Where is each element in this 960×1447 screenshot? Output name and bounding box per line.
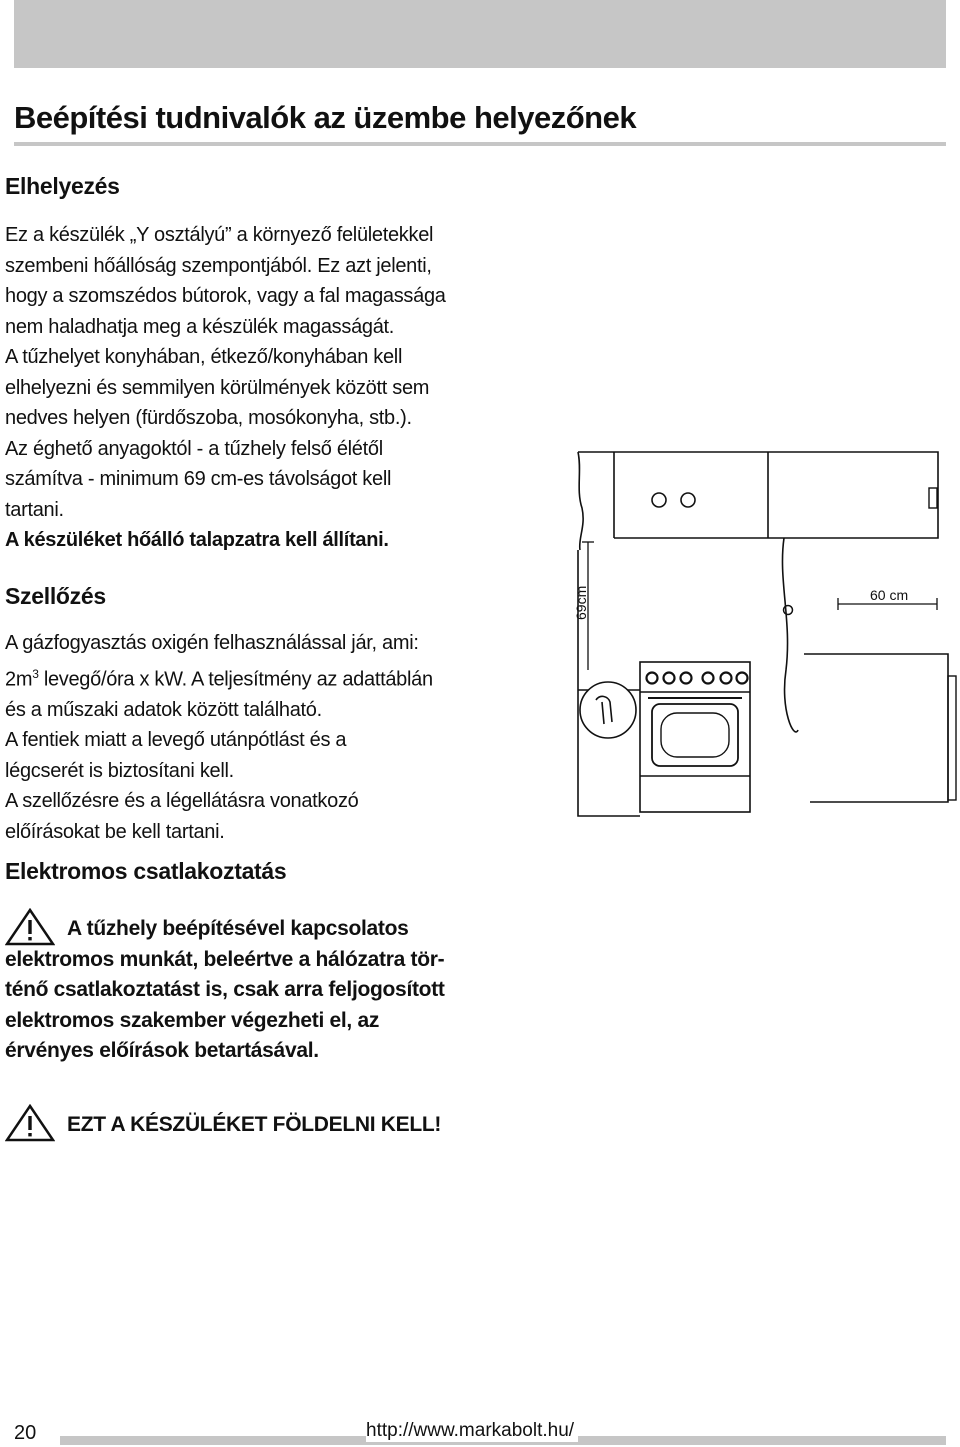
text-line: A tűzhely beépítésével kapcsolatos <box>67 917 409 940</box>
section-heading-ventilation: Szellőzés <box>5 583 106 609</box>
text-line: hogy a szomszédos bútorok, vagy a fal magassága <box>5 285 446 307</box>
text-line: érvényes előírások betartásával. <box>5 1039 319 1062</box>
electrical-warning-text <box>5 914 445 1067</box>
text-line: A tűzhelyet konyhában, étkező/konyhában kell <box>5 346 403 368</box>
text-line: nedves helyen (fürdőszoba, mosókonyha, stb.). <box>5 407 412 429</box>
unit-text: 2m <box>5 668 33 691</box>
height-dimension-label: 69cm <box>573 585 589 620</box>
text-line: A fentiek miatt a levegő utánpótlást és a <box>5 729 347 752</box>
text-line: A gázfogyasztás oxigén felhasználással jár, ami: <box>5 632 419 654</box>
placement-paragraph <box>5 220 446 556</box>
grounding-warning-text <box>5 1110 441 1141</box>
text-line: szembeni hőállóság szempontjából. Ez azt jelenti, <box>5 254 432 277</box>
text-line: A szellőzésre és a légellátásra vonatkozó <box>5 790 359 813</box>
width-dimension-label: 60 cm <box>870 587 909 603</box>
text-line: Ez a készülék „Y osztályú” a környező felületekkel <box>5 224 434 246</box>
text-line: előírásokat be kell tartani. <box>5 820 225 843</box>
text-line: számítva - minimum 69 cm-es távolságot kell <box>5 468 392 490</box>
superscript: 3 <box>32 666 39 681</box>
text-line: és a műszaki adatok között található. <box>5 698 322 721</box>
installation-diagram <box>548 440 960 822</box>
title-divider <box>14 142 946 146</box>
text-line: Az éghető anyagoktól - a tűzhely felső élétől <box>5 437 383 460</box>
page-title: Beépítési tudnivalók az üzembe helyezőnek <box>14 100 637 135</box>
header-bar <box>14 0 946 68</box>
heat-resistant-base-note: A készüléket hőálló talapzatra kell állítani. <box>5 529 389 551</box>
text-line: elektromos munkát, beleértve a hálózatra tör- <box>5 947 445 971</box>
text-line <box>5 659 433 695</box>
text-line: elhelyezni és semmilyen körülmények között sem <box>5 376 430 399</box>
section-heading-electrical: Elektromos csatlakoztatás <box>5 858 287 884</box>
footer-url-link[interactable]: http://www.markabolt.hu/ <box>366 1420 578 1442</box>
text-line: ténő csatlakoztatást is, csak arra feljogosított <box>5 978 445 1001</box>
text-line: EZT A KÉSZÜLÉKET FÖLDELNI KELL! <box>67 1113 442 1136</box>
section-heading-placement: Elhelyezés <box>5 173 120 199</box>
text-line: légcserét is biztosítani kell. <box>5 759 234 782</box>
text-fragment: levegő/óra x kW. A teljesítmény az adattáblán <box>38 668 433 691</box>
ventilation-paragraph <box>5 628 433 847</box>
text-line: elektromos szakember végezheti el, az <box>5 1008 380 1032</box>
text-line: tartani. <box>5 498 64 521</box>
page-number: 20 <box>14 1422 37 1444</box>
text-line: nem haladhatja meg a készülék magasságát. <box>5 315 395 338</box>
